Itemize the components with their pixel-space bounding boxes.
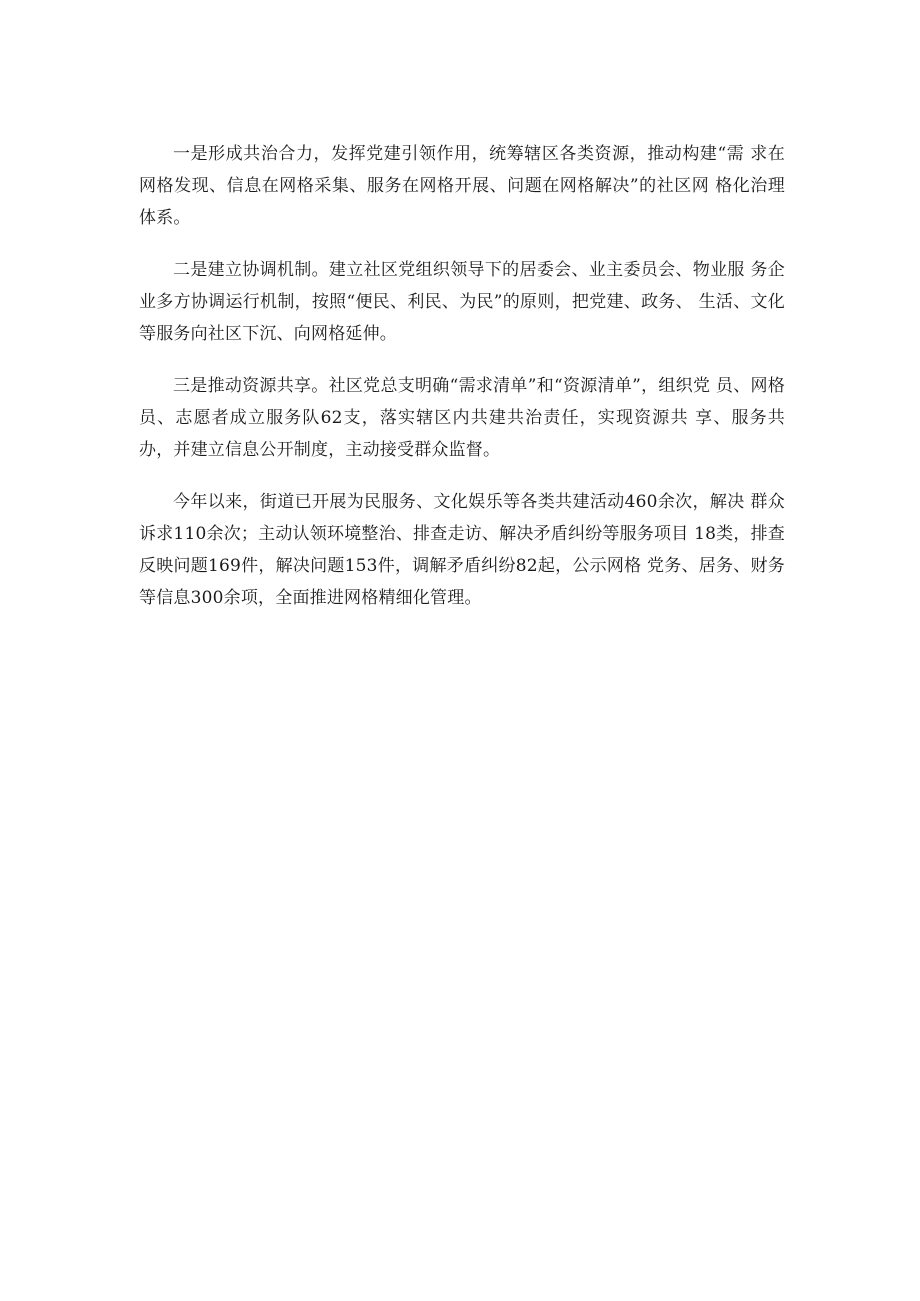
document-body [139, 138, 785, 614]
paragraph-resource-sharing: 三是推动资源共享。社区党总支明确“需求清单”和“资源清单”，组织党 员、网格员、志愿者成立服务队62支，落实辖区内共建共治责任，实现资源共 享、服务共办，并建立信息公开制度，主动接受群众监督。 [139, 376, 785, 460]
paragraph-community-governance: 一是形成共治合力，发挥党建引领作用，统筹辖区各类资源，推动构建“需 求在网格发现、信息在网格采集、服务在网格开展、问题在网格解决”的社区网 格化治理体系。 [139, 144, 785, 228]
paragraph-coordination-mechanism: 二是建立协调机制。建立社区党组织领导下的居委会、业主委员会、物业服 务企业多方协调运行机制，按照“便民、利民、为民”的原则，把党建、政务、 生活、文化等服务向社区下沉、向网格延伸。 [139, 260, 785, 344]
paragraph-achievements: 今年以来，街道已开展为民服务、文化娱乐等各类共建活动460余次，解决 群众诉求110余次；主动认领环境整治、排查走访、解决矛盾纠纷等服务项目 18类，排查反映问题169件，解决问题153件，调解矛盾纠纷82起，公示网格 党务、居务、财务等信息300余项，全面推进网格精细化管理。 [139, 492, 785, 608]
